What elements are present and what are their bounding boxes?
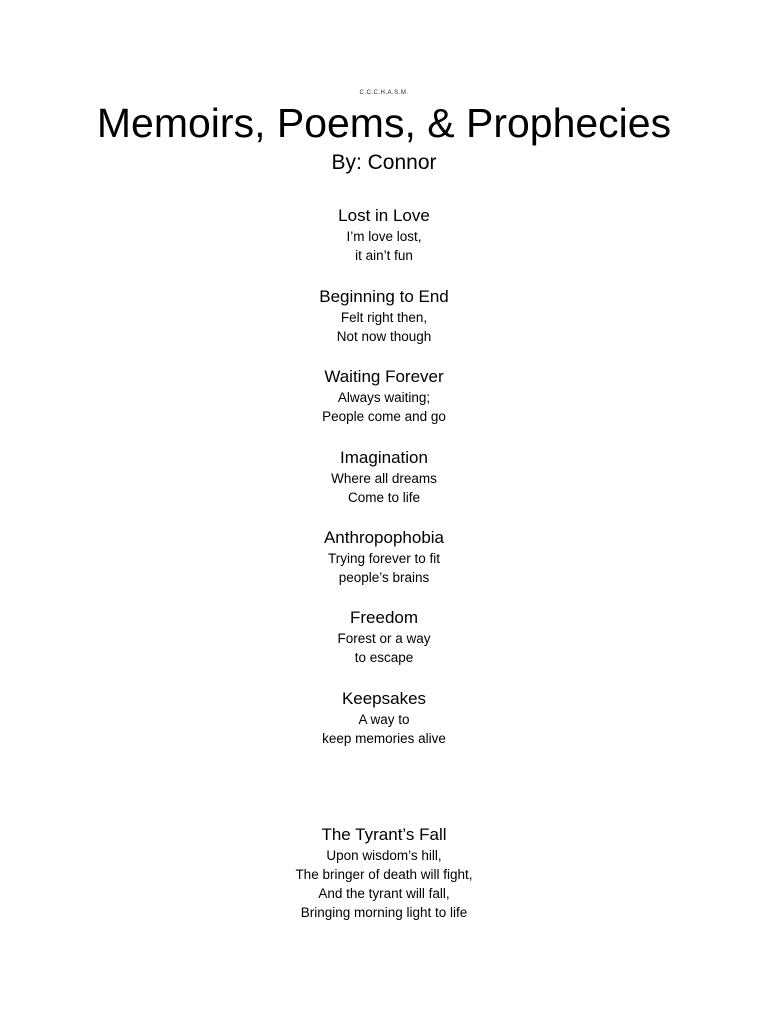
poem-imagination	[0, 447, 768, 507]
poem-line: to escape	[354, 650, 414, 665]
poem-lost-in-love	[0, 205, 768, 265]
poem-line: The bringer of death will fight,	[295, 867, 473, 882]
poem-line: Where all dreams	[331, 471, 437, 486]
poem-keepsakes	[0, 688, 768, 748]
header-tiny-text: C.C.C.H.A.S.M.	[359, 90, 409, 96]
poem-line: I’m love lost,	[346, 229, 422, 244]
poem-title: Lost in Love	[338, 206, 430, 225]
poem-title: The Tyrant’s Fall	[321, 825, 447, 844]
poem-line: And the tyrant will fall,	[318, 886, 450, 901]
poem-line: Bringing morning light to life	[300, 905, 468, 920]
poem-line: it ain’t fun	[355, 248, 413, 263]
poem-line: Come to life	[347, 490, 421, 505]
poem-freedom	[0, 607, 768, 667]
poem-title: Imagination	[340, 448, 428, 467]
poem-line: Upon wisdom’s hill,	[326, 848, 442, 863]
poem-line: People come and go	[322, 409, 446, 424]
poem-beginning-to-end	[0, 286, 768, 346]
poem-line: people’s brains	[338, 570, 430, 585]
poem-line: Trying forever to fit	[327, 551, 441, 566]
poem-the-tyrants-fall	[0, 824, 768, 922]
poem-title: Keepsakes	[341, 689, 427, 708]
page-title: Memoirs, Poems, & Prophecies	[96, 100, 672, 146]
poem-line: A way to	[358, 712, 410, 727]
poem-line: Not now though	[336, 329, 432, 344]
poem-line: Felt right then,	[340, 310, 428, 325]
poem-waiting-forever	[0, 366, 768, 426]
poem-title: Freedom	[349, 608, 419, 627]
poem-line: Always waiting;	[337, 390, 431, 405]
poem-line: Forest or a way	[337, 631, 431, 646]
author-byline: By: Connor	[331, 151, 437, 174]
poem-anthropophobia	[0, 527, 768, 587]
poem-title: Waiting Forever	[324, 367, 444, 386]
poem-title: Anthropophobia	[323, 528, 445, 547]
poem-line: keep memories alive	[322, 731, 446, 746]
poem-title: Beginning to End	[319, 287, 449, 306]
